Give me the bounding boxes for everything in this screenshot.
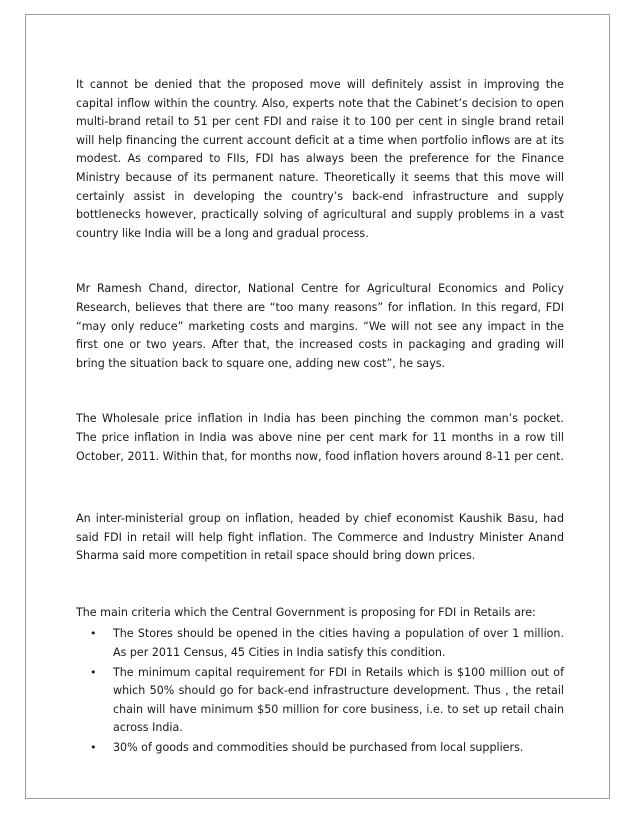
bullet-icon: •: [90, 741, 97, 755]
bullet-icon: •: [90, 665, 97, 679]
list-item: [76, 739, 564, 758]
list-item-text: The minimum capital requirement for FDI in Retails which is $100 million out of which 50% should go for back-end infrastructure development. Thus , the retail chain will have minimum $50 million for core business, i.e. to set up retail chain across India.: [113, 665, 564, 735]
list-item: [76, 664, 564, 738]
list-item: [76, 625, 564, 662]
bullet-icon: •: [90, 627, 97, 641]
list-item-text: 30% of goods and commodities should be purchased from local suppliers.: [113, 741, 524, 755]
paragraph-wholesale-inflation: The Wholesale price inflation in India has been pinching the common man’s pocket. The price inflation in India was above nine per cent mark for 11 months in a row till October, 2011. Within that, for months now, food inflation hovers around 8-11 per cent.: [76, 412, 565, 463]
paragraph-ramesh-chand: Mr Ramesh Chand, director, National Centre for Agricultural Economics and Policy Research, believes that there are “too many reasons” for inflation. In this regard, FDI “may only reduce” marketing costs and margins. “We will not see any impact in the first one or two years. After that, the increased costs in packaging and grading will bring the situation back to square one, adding new cost”, he says.: [76, 282, 564, 370]
paragraph-capital-inflow: It cannot be denied that the proposed move will definitely assist in improving the capital inflow within the country. Also, experts note that the Cabinet’s decision to open multi-brand retail to 51 per cent FDI and raise it to 100 per cent in single brand retail will help financing the current account deficit at a time when portfolio inflows are at its modest. As compared to FIIs, FDI has always been the preference for the Finance Ministry because of its permanent nature. Theoretically it seems that this move will certainly assist in developing the country’s back-end infrastructure and supply bottlenecks however, practically solving of agricultural and supply problems in a vast country like India will be a long and gradual process.: [76, 78, 564, 240]
document-body: [76, 76, 564, 759]
paragraph-main-criteria: The main criteria which the Central Government is proposing for FDI in Retails are:: [76, 605, 536, 619]
list-item-text: The Stores should be opened in the cities having a population of over 1 million. As per 2011 Census, 45 Cities in India satisfy this condition.: [113, 627, 564, 660]
criteria-list: [76, 625, 564, 757]
paragraph-inter-ministerial-group: An inter-ministerial group on inflation, headed by chief economist Kaushik Basu, had said FDI in retail will help fight inflation. The Commerce and Industry Minister Anand Sharma said more competition in retail space should bring down prices.: [76, 512, 564, 563]
